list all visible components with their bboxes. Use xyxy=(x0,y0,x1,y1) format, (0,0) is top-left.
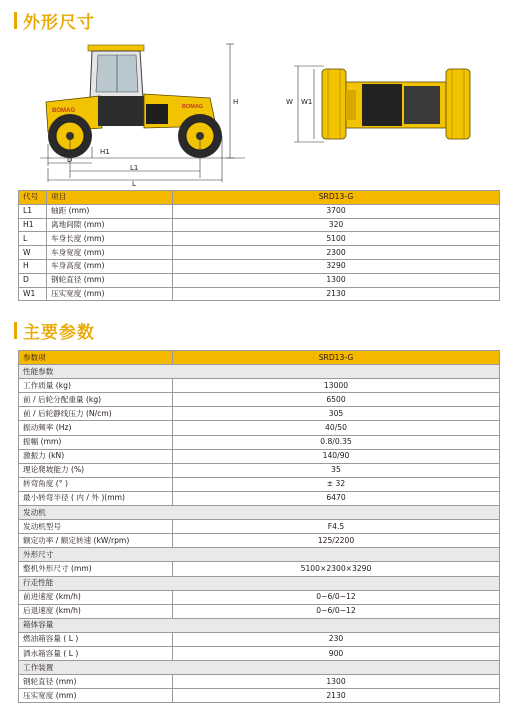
dims-cell: 2300 xyxy=(173,246,500,260)
brand-logo-front: BOMAG xyxy=(182,104,204,110)
dims-cell: 车身宽度 (mm) xyxy=(47,246,173,260)
param-value: 6470 xyxy=(173,491,500,505)
param-value: 305 xyxy=(173,407,500,421)
params-row xyxy=(19,632,500,646)
roller-top-view-diagram xyxy=(284,64,498,146)
params-row xyxy=(19,449,500,463)
dimensions-table xyxy=(18,190,500,301)
params-row xyxy=(19,435,500,449)
label-W1: W1 xyxy=(301,98,313,106)
dims-header-cell: 项目 xyxy=(47,191,173,205)
dims-cell: 车身长度 (mm) xyxy=(47,232,173,246)
param-name: 振动频率 (Hz) xyxy=(19,421,173,435)
dims-row xyxy=(19,287,500,301)
params-section-title xyxy=(14,318,95,343)
dims-cell: L xyxy=(19,232,47,246)
param-value: 0.8/0.35 xyxy=(173,435,500,449)
param-name: 最小转弯半径 ( 内 / 外 )(mm) xyxy=(19,491,173,505)
params-row xyxy=(19,520,500,534)
params-group-name: 箱体容量 xyxy=(19,618,500,632)
params-row xyxy=(19,491,500,505)
param-value: 140/90 xyxy=(173,449,500,463)
param-value: 35 xyxy=(173,463,500,477)
dims-row xyxy=(19,218,500,232)
param-name: 燃油箱容量 ( L ) xyxy=(19,632,173,646)
param-name: 洒水箱容量 ( L ) xyxy=(19,646,173,660)
dims-header-row xyxy=(19,191,500,205)
label-L1: L1 xyxy=(130,164,139,172)
param-value: 0~6/0~12 xyxy=(173,604,500,618)
param-name: 振幅 (mm) xyxy=(19,435,173,449)
param-name: 钢轮直径 (mm) xyxy=(19,675,173,689)
params-group-row xyxy=(19,506,500,520)
label-H: H xyxy=(233,98,239,106)
dims-row xyxy=(19,273,500,287)
dims-cell: D xyxy=(19,273,47,287)
dims-cell: 2130 xyxy=(173,287,500,301)
dims-cell: H xyxy=(19,259,47,273)
dims-cell: 压实宽度 (mm) xyxy=(47,287,173,301)
label-L: L xyxy=(132,180,136,186)
top-drum-front xyxy=(446,69,470,139)
dims-cell: 320 xyxy=(173,218,500,232)
param-name: 压实宽度 (mm) xyxy=(19,689,173,703)
param-value: 13000 xyxy=(173,379,500,393)
top-drum-rear xyxy=(322,69,346,139)
brand-logo-rear: BOMAG xyxy=(52,108,75,114)
title-accent-bar xyxy=(14,322,17,339)
title-accent-bar xyxy=(14,12,17,29)
dims-cell: 车身高度 (mm) xyxy=(47,259,173,273)
params-row xyxy=(19,689,500,703)
param-value: 1300 xyxy=(173,675,500,689)
dims-row xyxy=(19,246,500,260)
dims-row xyxy=(19,232,500,246)
params-group-name: 外形尺寸 xyxy=(19,548,500,562)
machine-cab xyxy=(88,45,144,98)
dims-cell: 轴距 (mm) xyxy=(47,204,173,218)
label-W: W xyxy=(286,98,293,106)
param-name: 后退速度 (km/h) xyxy=(19,604,173,618)
dims-cell: 5100 xyxy=(173,232,500,246)
params-group-row xyxy=(19,365,500,379)
dims-cell: L1 xyxy=(19,204,47,218)
param-value: 40/50 xyxy=(173,421,500,435)
param-value: 125/2200 xyxy=(173,534,500,548)
params-group-row xyxy=(19,618,500,632)
label-D: D xyxy=(67,156,73,164)
params-header-row xyxy=(19,351,500,365)
dims-cell: 1300 xyxy=(173,273,500,287)
params-group-row xyxy=(19,576,500,590)
parameters-table xyxy=(18,350,500,703)
label-H1: H1 xyxy=(100,148,110,156)
param-name: 理论爬坡能力 (%) xyxy=(19,463,173,477)
params-row xyxy=(19,477,500,491)
param-name: 发动机型号 xyxy=(19,520,173,534)
dims-cell: 钢轮直径 (mm) xyxy=(47,273,173,287)
param-value: 0~6/0~12 xyxy=(173,590,500,604)
top-body xyxy=(346,82,446,128)
params-row xyxy=(19,534,500,548)
param-value: 5100×2300×3290 xyxy=(173,562,500,576)
params-group-name: 性能参数 xyxy=(19,365,500,379)
params-group-name: 发动机 xyxy=(19,506,500,520)
dims-cell: 离地间隙 (mm) xyxy=(47,218,173,232)
dims-row xyxy=(19,259,500,273)
param-name: 工作质量 (kg) xyxy=(19,379,173,393)
dims-section-title-text: 外形尺寸 xyxy=(23,13,95,33)
params-row xyxy=(19,393,500,407)
dims-row xyxy=(19,204,500,218)
dims-section-title xyxy=(14,8,95,33)
dims-cell: 3700 xyxy=(173,204,500,218)
params-header-cell: SRD13-G xyxy=(173,351,500,365)
params-section-title-text: 主要参数 xyxy=(23,323,95,343)
params-row xyxy=(19,379,500,393)
params-row xyxy=(19,604,500,618)
param-value: 900 xyxy=(173,646,500,660)
params-group-name: 行走性能 xyxy=(19,576,500,590)
params-group-row xyxy=(19,548,500,562)
dims-header-cell: SRD13-G xyxy=(173,191,500,205)
params-row xyxy=(19,675,500,689)
params-row xyxy=(19,463,500,477)
params-row xyxy=(19,421,500,435)
param-name: 前 / 后轮静线压力 (N/cm) xyxy=(19,407,173,421)
param-name: 前 / 后轮分配重量 (kg) xyxy=(19,393,173,407)
params-row xyxy=(19,407,500,421)
params-row xyxy=(19,562,500,576)
dims-cell: W1 xyxy=(19,287,47,301)
params-row xyxy=(19,646,500,660)
param-value: 6500 xyxy=(173,393,500,407)
params-group-row xyxy=(19,661,500,675)
param-name: 额定功率 / 额定转速 (kW/rpm) xyxy=(19,534,173,548)
param-value: 2130 xyxy=(173,689,500,703)
dims-cell: 3290 xyxy=(173,259,500,273)
param-name: 激振力 (kN) xyxy=(19,449,173,463)
param-value: 230 xyxy=(173,632,500,646)
params-row xyxy=(19,590,500,604)
param-value: F4.5 xyxy=(173,520,500,534)
params-group-name: 工作装置 xyxy=(19,661,500,675)
dims-cell: H1 xyxy=(19,218,47,232)
param-name: 整机外形尺寸 (mm) xyxy=(19,562,173,576)
dims-header-cell: 代号 xyxy=(19,191,47,205)
param-name: 前进速度 (km/h) xyxy=(19,590,173,604)
param-value: ± 32 xyxy=(173,477,500,491)
roller-side-view-diagram xyxy=(40,40,250,186)
dims-cell: W xyxy=(19,246,47,260)
param-name: 转弯角度 (° ) xyxy=(19,477,173,491)
params-header-cell: 参数项 xyxy=(19,351,173,365)
